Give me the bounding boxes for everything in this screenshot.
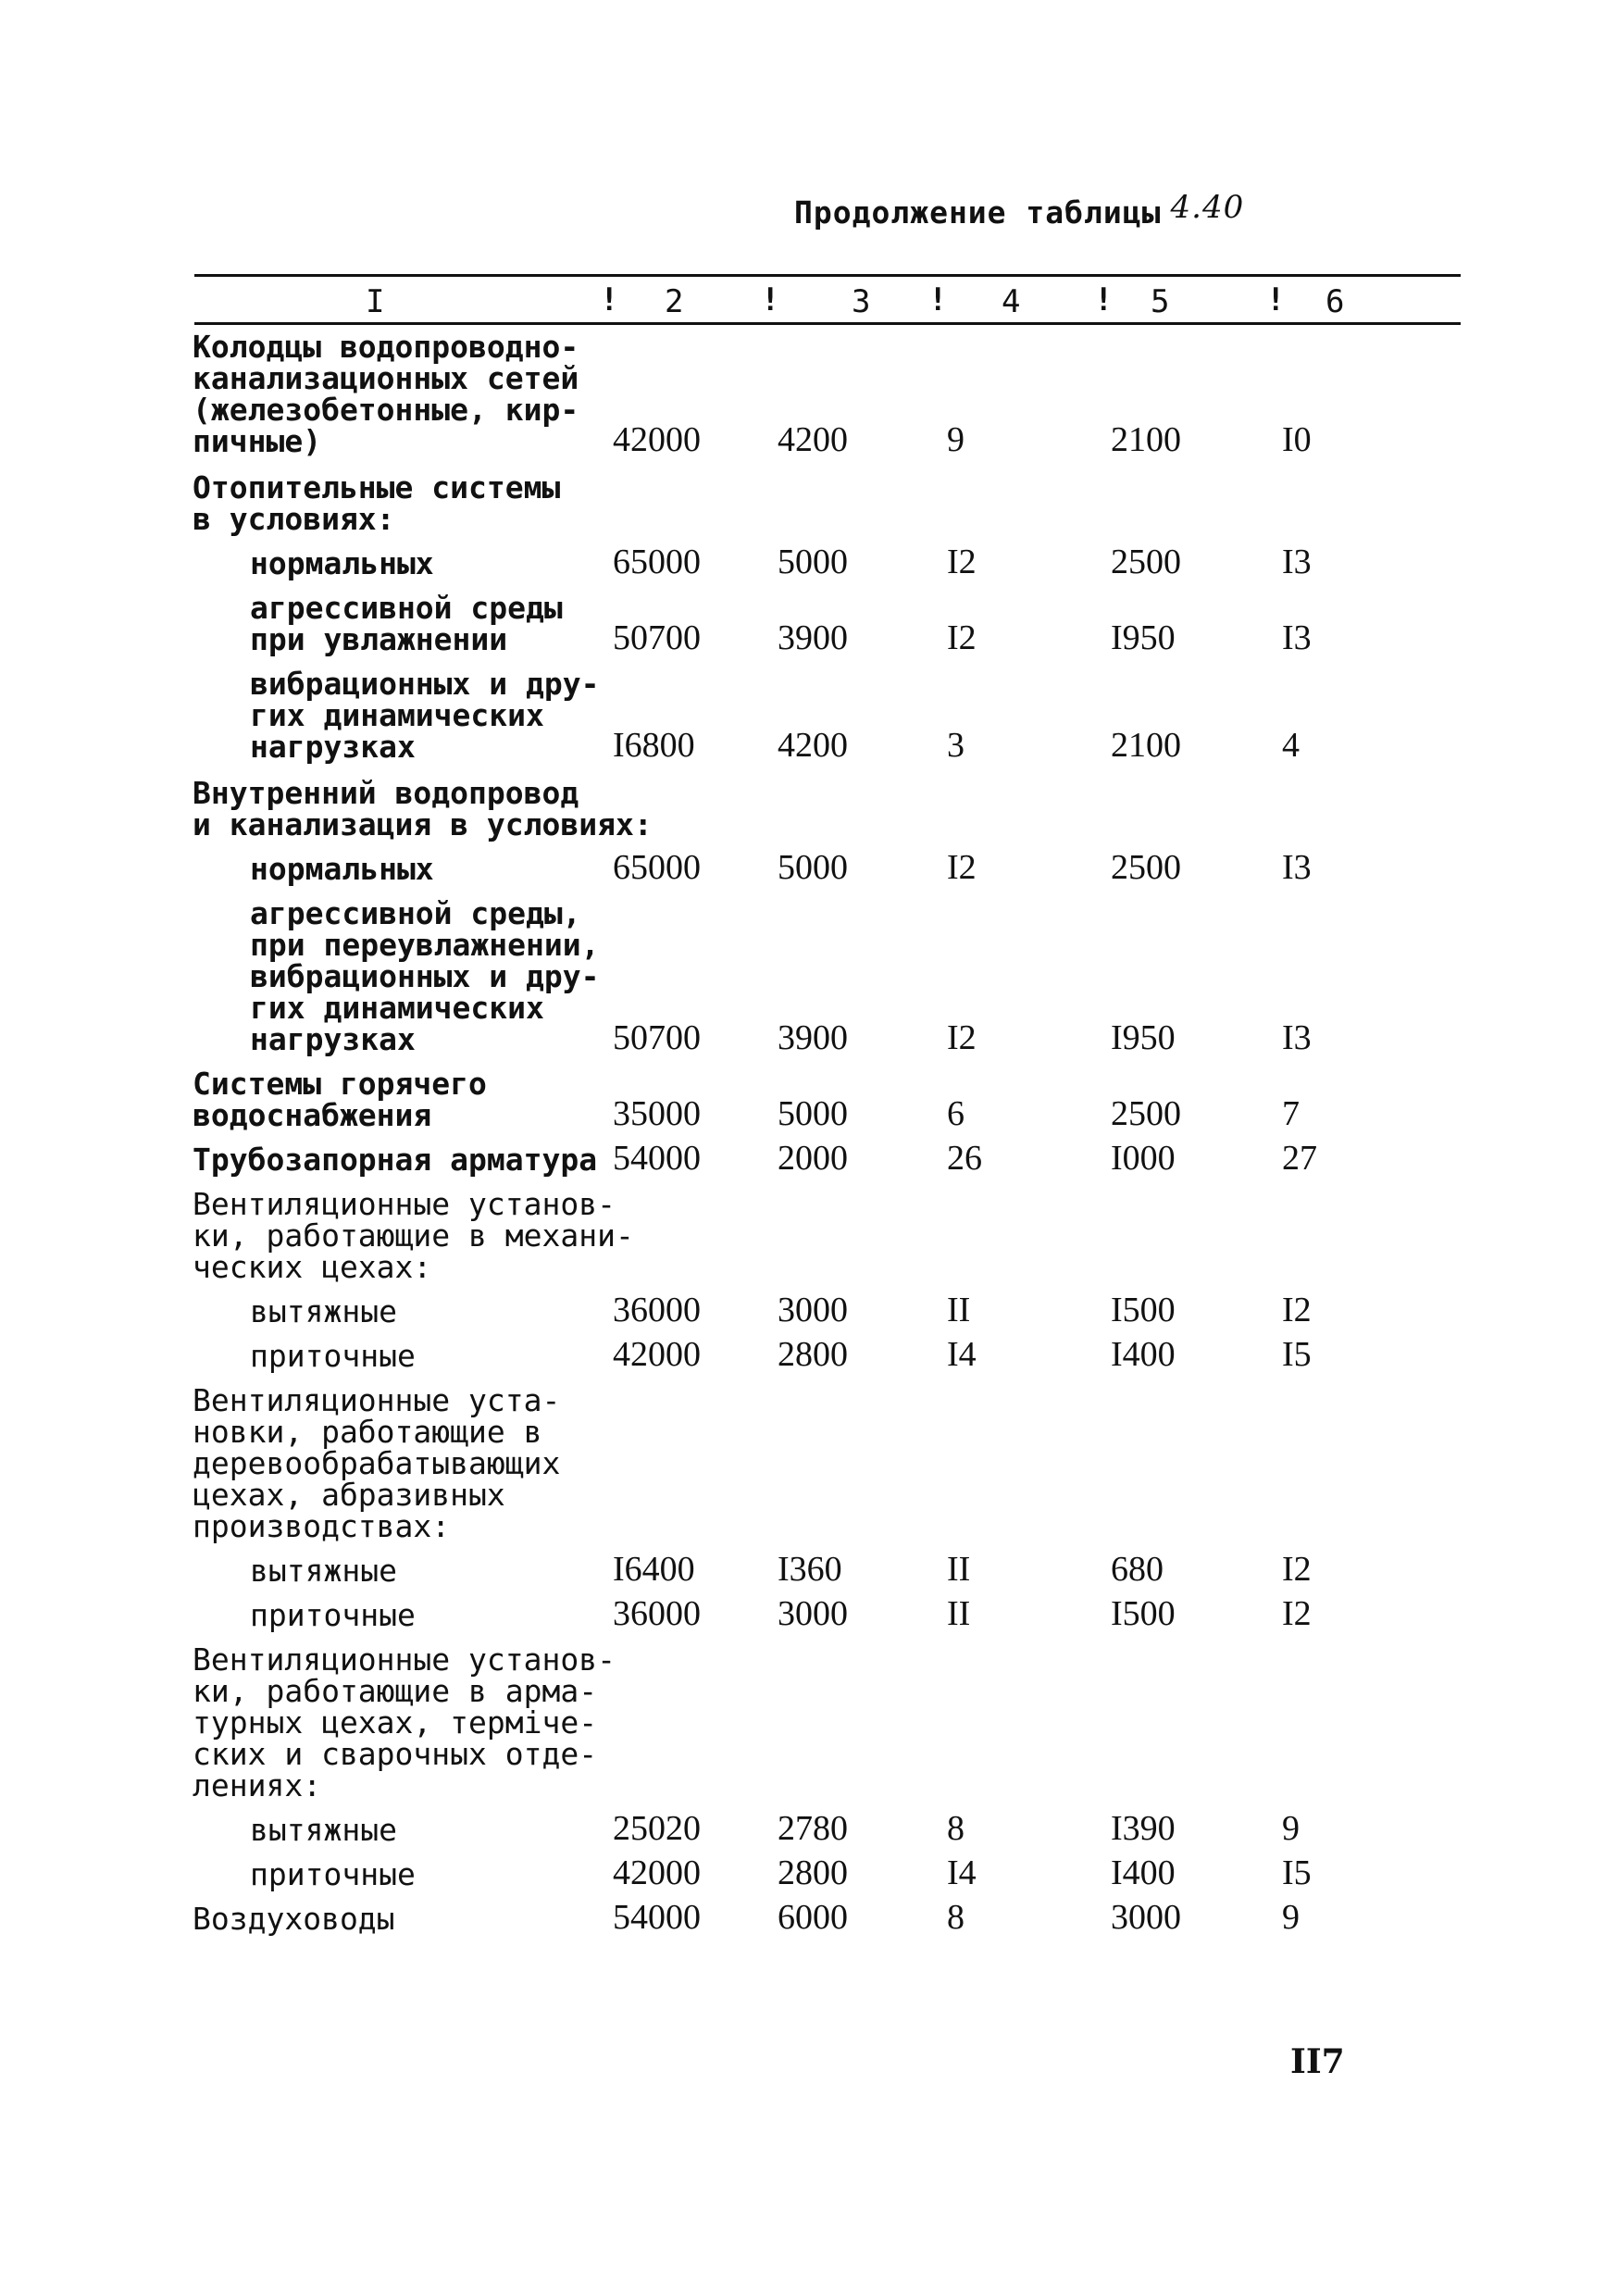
row-name: приточные	[250, 1597, 416, 1633]
table-row	[0, 1139, 1618, 1178]
row-name: вытяжные	[250, 1553, 397, 1589]
cell-col4: 8	[947, 1809, 965, 1848]
cell-col4: I4	[947, 1853, 977, 1892]
cell-col4: I4	[947, 1335, 977, 1374]
row-name: Вентиляционные установ- ки, работающие в арма- турных цехах, терміче- ских и сварочных отде- лениях:	[193, 1641, 616, 1803]
cell-col6: I2	[1282, 1550, 1312, 1589]
cell-col2: 42000	[613, 420, 701, 459]
cell-col3: 2800	[778, 1853, 848, 1892]
cell-col6: I5	[1282, 1335, 1312, 1374]
table-row-section	[0, 469, 1618, 537]
row-name: Колодцы водопроводно- канализационных сетей (железобетонные, кир- пичные)	[193, 329, 579, 459]
table-row	[0, 848, 1618, 887]
table-row	[0, 895, 1618, 1057]
table-row-section	[0, 775, 1618, 842]
cell-col3: 3900	[778, 618, 848, 657]
cell-col2: 42000	[613, 1335, 701, 1374]
cell-col3: 5000	[778, 543, 848, 581]
cell-col5: 2100	[1111, 420, 1181, 459]
row-name: агрессивной среды, при переувлажнении, вибрационных и дру- гих динамических нагрузках	[250, 895, 600, 1057]
continuation-label: Продолжение таблицы	[794, 194, 1162, 231]
table-row	[0, 1853, 1618, 1892]
cell-col6: I0	[1282, 420, 1312, 459]
table-header-rule	[194, 322, 1461, 325]
cell-col2: 50700	[613, 618, 701, 657]
page-number: II7	[1290, 2042, 1345, 2081]
cell-col5: 2500	[1111, 543, 1181, 581]
row-name: Системы горячего водоснабжения	[193, 1066, 487, 1133]
table-row-section	[0, 1186, 1618, 1285]
cell-col2: 36000	[613, 1594, 701, 1633]
table-row	[0, 1550, 1618, 1589]
column-header-1: I	[366, 283, 385, 320]
row-name: Трубозапорная арматура	[193, 1142, 598, 1178]
cell-col3: 3000	[778, 1291, 848, 1329]
row-name: Отопительные системы в условиях:	[193, 469, 561, 537]
cell-col3: 6000	[778, 1898, 848, 1937]
table-number: 4.40	[1170, 189, 1245, 226]
cell-col2: 35000	[613, 1094, 701, 1133]
row-name: вытяжные	[250, 1293, 397, 1329]
row-name: приточные	[250, 1338, 416, 1374]
cell-col6: 9	[1282, 1809, 1300, 1848]
cell-col2: 25020	[613, 1809, 701, 1848]
cell-col4: I2	[947, 848, 977, 887]
table-body	[0, 331, 1618, 1935]
cell-col3: 4200	[778, 420, 848, 459]
table-row	[0, 543, 1618, 581]
cell-col6: I2	[1282, 1291, 1312, 1329]
cell-col5: I950	[1111, 618, 1176, 657]
cell-col4: I2	[947, 618, 977, 657]
cell-col6: I3	[1282, 848, 1312, 887]
cell-col6: I5	[1282, 1853, 1312, 1892]
column-header-4: 4	[1002, 283, 1021, 320]
cell-col3: 2000	[778, 1139, 848, 1178]
row-name: приточные	[250, 1856, 416, 1892]
cell-col3: 5000	[778, 1094, 848, 1133]
cell-col4: 3	[947, 726, 965, 765]
cell-col3: 2800	[778, 1335, 848, 1374]
column-separator: !	[1094, 281, 1114, 318]
cell-col5: 680	[1111, 1550, 1164, 1589]
cell-col3: I360	[778, 1550, 842, 1589]
row-name: Вентиляционные уста- новки, работающие в деревообрабатывающих цехах, абразивных производствах:	[193, 1382, 561, 1544]
table-header-row	[0, 278, 1618, 326]
column-separator: !	[1266, 281, 1286, 318]
row-name: вибрационных и дру- гих динамических нагрузках	[250, 666, 600, 765]
cell-col4: I2	[947, 543, 977, 581]
cell-col5: I000	[1111, 1139, 1176, 1178]
cell-col5: I950	[1111, 1018, 1176, 1057]
column-separator: !	[928, 281, 948, 318]
column-header-6: 6	[1326, 283, 1345, 320]
cell-col5: I400	[1111, 1335, 1176, 1374]
table-row-section	[0, 1641, 1618, 1803]
table-row	[0, 1068, 1618, 1131]
column-separator: !	[600, 281, 619, 318]
row-name: Внутренний водопровод и канализация в условиях:	[193, 775, 653, 842]
table-row	[0, 1809, 1618, 1848]
table-row	[0, 331, 1618, 457]
cell-col2: 50700	[613, 1018, 701, 1057]
cell-col2: 54000	[613, 1139, 701, 1178]
column-header-5: 5	[1151, 283, 1170, 320]
cell-col4: I2	[947, 1018, 977, 1057]
column-header-3: 3	[852, 283, 871, 320]
table-row	[0, 590, 1618, 657]
cell-col6: I2	[1282, 1594, 1312, 1633]
cell-col2: 36000	[613, 1291, 701, 1329]
row-name: нормальных	[250, 545, 434, 581]
column-separator: !	[761, 281, 780, 318]
cell-col2: I6800	[613, 726, 695, 765]
cell-col6: 4	[1282, 726, 1300, 765]
table-row	[0, 668, 1618, 763]
cell-col4: 9	[947, 420, 965, 459]
cell-col4: II	[947, 1594, 971, 1633]
cell-col3: 3000	[778, 1594, 848, 1633]
cell-col5: I400	[1111, 1853, 1176, 1892]
cell-col2: 65000	[613, 848, 701, 887]
cell-col6: I3	[1282, 618, 1312, 657]
cell-col4: II	[947, 1291, 971, 1329]
cell-col3: 3900	[778, 1018, 848, 1057]
row-name: Вентиляционные установ- ки, работающие в механи- ческих цехах:	[193, 1186, 634, 1285]
table-row	[0, 1594, 1618, 1633]
cell-col3: 4200	[778, 726, 848, 765]
cell-col4: 8	[947, 1898, 965, 1937]
row-name: вытяжные	[250, 1812, 397, 1848]
cell-col4: II	[947, 1550, 971, 1589]
cell-col3: 2780	[778, 1809, 848, 1848]
table-top-rule	[194, 274, 1461, 277]
cell-col2: 65000	[613, 543, 701, 581]
table-row	[0, 1335, 1618, 1374]
row-name: нормальных	[250, 851, 434, 887]
cell-col4: 26	[947, 1139, 982, 1178]
row-name: агрессивной среды при увлажнении	[250, 590, 563, 657]
cell-col3: 5000	[778, 848, 848, 887]
cell-col6: I3	[1282, 543, 1312, 581]
cell-col2: I6400	[613, 1550, 695, 1589]
table-row	[0, 1291, 1618, 1329]
cell-col5: 2500	[1111, 1094, 1181, 1133]
cell-col2: 42000	[613, 1853, 701, 1892]
cell-col5: 3000	[1111, 1898, 1181, 1937]
cell-col6: I3	[1282, 1018, 1312, 1057]
cell-col5: 2100	[1111, 726, 1181, 765]
column-header-2: 2	[665, 283, 684, 320]
cell-col6: 27	[1282, 1139, 1317, 1178]
cell-col2: 54000	[613, 1898, 701, 1937]
cell-col4: 6	[947, 1094, 965, 1133]
cell-col5: I500	[1111, 1291, 1176, 1329]
table-continuation-heading	[794, 189, 1245, 231]
cell-col6: 7	[1282, 1094, 1300, 1133]
table-row-section	[0, 1382, 1618, 1544]
cell-col6: 9	[1282, 1898, 1300, 1937]
cell-col5: I500	[1111, 1594, 1176, 1633]
table-row	[0, 1898, 1618, 1937]
cell-col5: I390	[1111, 1809, 1176, 1848]
cell-col5: 2500	[1111, 848, 1181, 887]
row-name: Воздуховоды	[193, 1901, 395, 1937]
